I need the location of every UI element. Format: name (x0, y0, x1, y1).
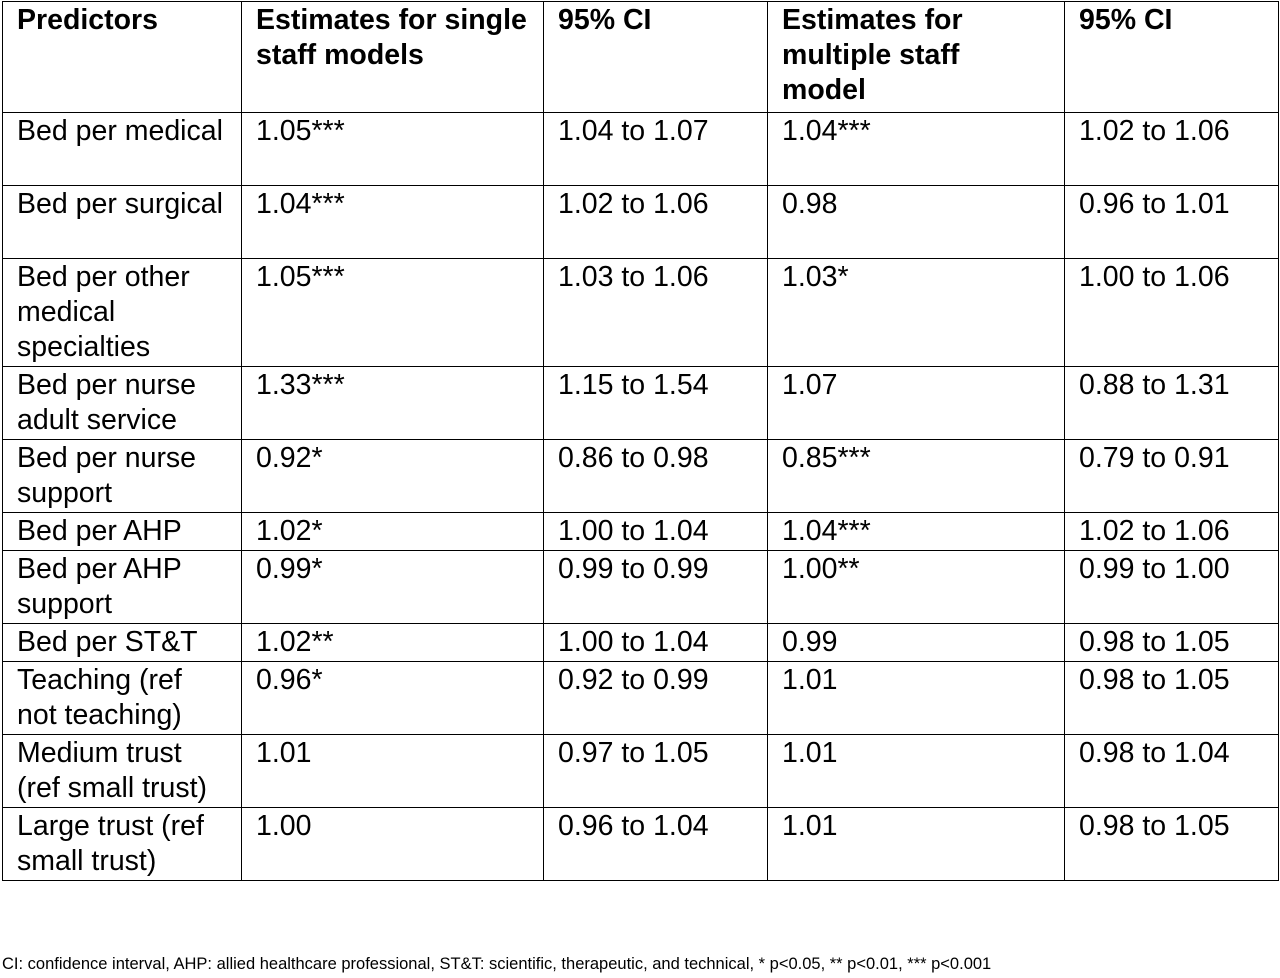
multiple-estimate-cell: 1.07 (768, 367, 1065, 440)
header-predictors: Predictors (3, 2, 242, 113)
predictor-cell: Bed per ST&T (3, 624, 242, 662)
predictor-cell: Bed per other medical specialties (3, 259, 242, 367)
single-ci-cell: 0.86 to 0.98 (544, 440, 768, 513)
single-ci-cell: 1.15 to 1.54 (544, 367, 768, 440)
header-multiple-staff-estimates: Estimates for multiple staff model (768, 2, 1065, 113)
multiple-estimate-cell: 0.99 (768, 624, 1065, 662)
single-estimate-cell: 1.33*** (242, 367, 544, 440)
table-header-row (3, 2, 1279, 113)
single-ci-cell: 0.97 to 1.05 (544, 735, 768, 808)
multiple-ci-cell: 0.96 to 1.01 (1065, 186, 1279, 259)
single-estimate-cell: 1.02* (242, 513, 544, 551)
multiple-estimate-cell: 0.85*** (768, 440, 1065, 513)
single-estimate-cell: 0.96* (242, 662, 544, 735)
multiple-ci-cell: 0.98 to 1.04 (1065, 735, 1279, 808)
single-estimate-cell: 1.05*** (242, 113, 544, 186)
header-single-staff-ci: 95% CI (544, 2, 768, 113)
header-multiple-staff-ci: 95% CI (1065, 2, 1279, 113)
single-ci-cell: 1.00 to 1.04 (544, 513, 768, 551)
table-row (3, 259, 1279, 367)
multiple-ci-cell: 0.79 to 0.91 (1065, 440, 1279, 513)
predictor-cell: Teaching (ref not teaching) (3, 662, 242, 735)
header-single-staff-estimates: Estimates for single staff models (242, 2, 544, 113)
table-row (3, 186, 1279, 259)
predictor-cell: Large trust (ref small trust) (3, 808, 242, 881)
table-row (3, 624, 1279, 662)
multiple-estimate-cell: 1.01 (768, 808, 1065, 881)
single-ci-cell: 1.03 to 1.06 (544, 259, 768, 367)
table-row (3, 513, 1279, 551)
predictor-cell: Bed per AHP support (3, 551, 242, 624)
multiple-ci-cell: 0.98 to 1.05 (1065, 624, 1279, 662)
multiple-ci-cell: 0.98 to 1.05 (1065, 662, 1279, 735)
single-ci-cell: 1.02 to 1.06 (544, 186, 768, 259)
single-estimate-cell: 1.05*** (242, 259, 544, 367)
table-row (3, 735, 1279, 808)
multiple-ci-cell: 0.88 to 1.31 (1065, 367, 1279, 440)
single-estimate-cell: 1.01 (242, 735, 544, 808)
predictor-cell: Bed per nurse adult service (3, 367, 242, 440)
multiple-estimate-cell: 0.98 (768, 186, 1065, 259)
table-row (3, 367, 1279, 440)
multiple-estimate-cell: 1.01 (768, 735, 1065, 808)
multiple-estimate-cell: 1.04*** (768, 513, 1065, 551)
multiple-ci-cell: 1.02 to 1.06 (1065, 113, 1279, 186)
table-row (3, 551, 1279, 624)
predictor-cell: Bed per surgical (3, 186, 242, 259)
predictor-cell: Bed per nurse support (3, 440, 242, 513)
predictor-cell: Bed per AHP (3, 513, 242, 551)
single-estimate-cell: 1.00 (242, 808, 544, 881)
multiple-estimate-cell: 1.04*** (768, 113, 1065, 186)
single-estimate-cell: 1.04*** (242, 186, 544, 259)
single-ci-cell: 0.99 to 0.99 (544, 551, 768, 624)
predictor-cell: Bed per medical (3, 113, 242, 186)
table-row (3, 662, 1279, 735)
multiple-ci-cell: 1.02 to 1.06 (1065, 513, 1279, 551)
multiple-estimate-cell: 1.03* (768, 259, 1065, 367)
single-ci-cell: 1.00 to 1.04 (544, 624, 768, 662)
multiple-ci-cell: 1.00 to 1.06 (1065, 259, 1279, 367)
single-ci-cell: 1.04 to 1.07 (544, 113, 768, 186)
single-estimate-cell: 0.92* (242, 440, 544, 513)
table-row (3, 113, 1279, 186)
table-footnote: CI: confidence interval, AHP: allied healthcare professional, ST&T: scientific, therapeutic, and technical, * p<0.05, ** p<0.01, *** p<0.001 (2, 955, 992, 973)
table-row (3, 808, 1279, 881)
multiple-ci-cell: 0.98 to 1.05 (1065, 808, 1279, 881)
multiple-ci-cell: 0.99 to 1.00 (1065, 551, 1279, 624)
predictor-cell: Medium trust (ref small trust) (3, 735, 242, 808)
multiple-estimate-cell: 1.01 (768, 662, 1065, 735)
single-estimate-cell: 0.99* (242, 551, 544, 624)
single-estimate-cell: 1.02** (242, 624, 544, 662)
single-ci-cell: 0.96 to 1.04 (544, 808, 768, 881)
results-table (2, 1, 1279, 881)
table-row (3, 440, 1279, 513)
single-ci-cell: 0.92 to 0.99 (544, 662, 768, 735)
multiple-estimate-cell: 1.00** (768, 551, 1065, 624)
